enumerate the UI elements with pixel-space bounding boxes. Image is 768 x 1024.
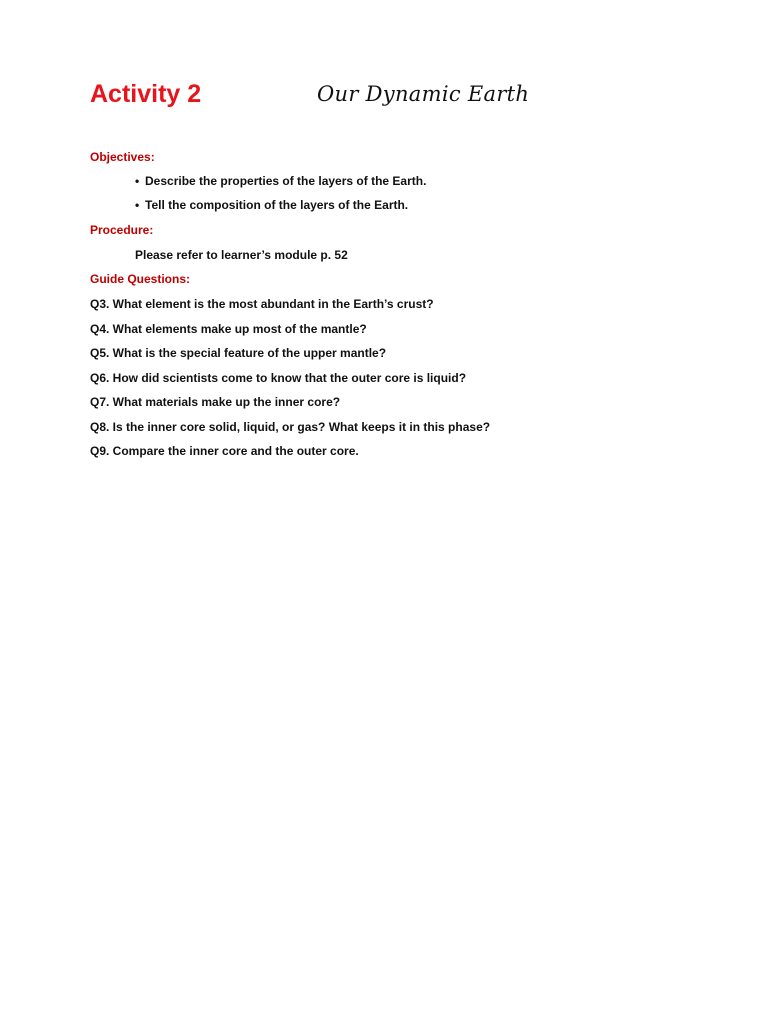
- objective-text: Tell the composition of the layers of the Earth.: [145, 198, 409, 212]
- guide-question: Q7. What materials make up the inner core?: [90, 395, 341, 409]
- title-row: [90, 78, 690, 118]
- objective-item: [135, 198, 408, 212]
- procedure-heading: Procedure:: [90, 223, 154, 237]
- activity-subtitle: Our Dynamic Earth: [317, 82, 530, 106]
- objective-item: [135, 174, 426, 188]
- objectives-heading: Objectives:: [90, 150, 155, 164]
- guide-question: Q8. Is the inner core solid, liquid, or gas? What keeps it in this phase?: [90, 420, 491, 434]
- bullet-icon: •: [135, 174, 140, 188]
- guide-question: Q6. How did scientists come to know that the outer core is liquid?: [90, 371, 467, 385]
- objective-text: Describe the properties of the layers of the Earth.: [145, 174, 427, 188]
- guide-questions-heading: Guide Questions:: [90, 272, 191, 286]
- procedure-text: Please refer to learner’s module p. 52: [135, 248, 348, 262]
- guide-question: Q9. Compare the inner core and the outer core.: [90, 444, 359, 458]
- activity-title: Activity 2: [90, 80, 202, 108]
- bullet-icon: •: [135, 198, 140, 212]
- guide-question: Q3. What element is the most abundant in the Earth’s crust?: [90, 297, 434, 311]
- guide-question: Q5. What is the special feature of the upper mantle?: [90, 346, 387, 360]
- guide-question: Q4. What elements make up most of the mantle?: [90, 322, 367, 336]
